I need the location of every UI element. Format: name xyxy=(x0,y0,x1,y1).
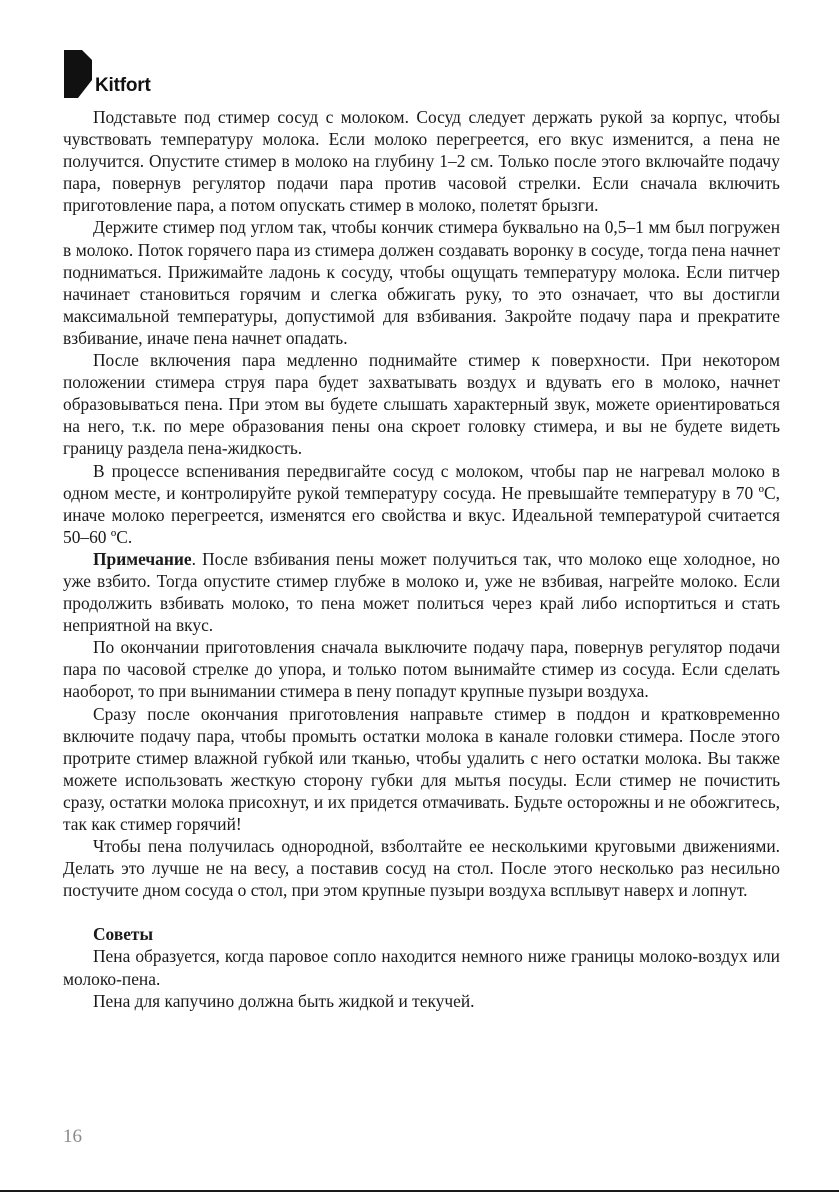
paragraph: Чтобы пена получилась однородной, взболтайте ее несколькими круговыми движениями. Делать это лучше не на весу, а поставив сосуд на стол. После этого несколько раз несильно постучите дном сосуда о стол, при этом крупные пузыри воздуха всплывут наверх и лопнут. xyxy=(63,836,780,901)
kitfort-logo xyxy=(64,50,151,98)
paragraph: Подставьте под стимер сосуд с молоком. Сосуд следует держать рукой за корпус, чтобы чувствовать температуру молока. Если молоко перегреется, его вкус изменится, а пена не получится. Опустите стимер в молоко на глубину 1–2 см. Только после этого включайте подачу пара, повернув регулятор подачи пара против часовой стрелки. Если сначала включить приготовление пара, а потом опускать стимер в молоко, полетят брызги. xyxy=(63,107,780,216)
note-paragraph xyxy=(63,548,780,636)
tip-paragraph: Пена образуется, когда паровое сопло находится немного ниже границы молоко-воздух или молоко-пена. xyxy=(63,946,780,989)
paragraph: В процессе вспенивания передвигайте сосуд с молоком, чтобы пар не нагревал молоко в одном месте, и контролируйте рукой температуру сосуда. Не превышайте температуру в 70 ºC, иначе молоко перегреется, изменятся его свойства и вкус. Идеальной температурой считается 50–60 ºC. xyxy=(63,460,780,547)
page-edge-rule xyxy=(0,1190,839,1192)
page-number: 16 xyxy=(63,1126,82,1147)
kitfort-logo-icon xyxy=(64,50,92,98)
paragraph: Сразу после окончания приготовления направьте стимер в поддон и кратковременно включите подачу пара, чтобы промыть остатки молока в канале головки стимера. После этого протрите стимер влажной губкой или тканью, чтобы удалить с него остатки молока. Вы также можете использовать жесткую сторону губки для мытья посуды. Если стимер не почистить сразу, остатки молока присохнут, и их придется отмачивать. Будьте осторожны и не обожгитесь, так как стимер горячий! xyxy=(63,703,780,834)
paragraph: По окончании приготовления сначала выключите подачу пара, повернув регулятор подачи пара по часовой стрелке до упора, и только потом вынимайте стимер из сосуда. Если сделать наоборот, то при вынимании стимера в пену попадут крупные пузыри воздуха. xyxy=(63,637,780,702)
paragraph: Держите стимер под углом так, чтобы кончик стимера буквально на 0,5–1 мм был погружен в молоко. Поток горячего пара из стимера должен создавать воронку в сосуде, тогда пена начнет подниматься. Прижимайте ладонь к сосуду, чтобы ощущать температуру молока. Если питчер начинает становиться горячим и слегка обжигать руку, то это означает, что вы достигли максимальной температуры, допустимой для взбивания. Закройте подачу пара и прекратите взбивание, иначе пена начнет опадать. xyxy=(63,217,780,348)
logo-text: Kitfort xyxy=(95,75,151,96)
note-text: . После взбивания пены может получиться так, что молоко еще холодное, но уже взбито. Тогда опустите стимер глубже в молоко и, уже не взбивая, нагрейте молоко. Если продолжить взбивать молоко, то пена может политься через край либо испортиться и стать неприятной на вкус. xyxy=(63,548,780,636)
body-text xyxy=(63,106,780,1012)
paragraph: После включения пара медленно поднимайте стимер к поверхности. При некотором положении стимера струя пара будет захватывать воздух и вдувать его в молоко, начнет образовываться пена. При этом вы будете слышать характерный звук, можете ориентироваться на него, т.к. по мере образования пены она скроет головку стимера, и вы не будете видеть границу раздела пена-жидкость. xyxy=(63,350,780,459)
tips-heading: Советы xyxy=(93,924,154,945)
note-label: Примечание xyxy=(93,548,192,569)
tip-paragraph: Пена для капучино должна быть жидкой и текучей. xyxy=(93,990,475,1011)
